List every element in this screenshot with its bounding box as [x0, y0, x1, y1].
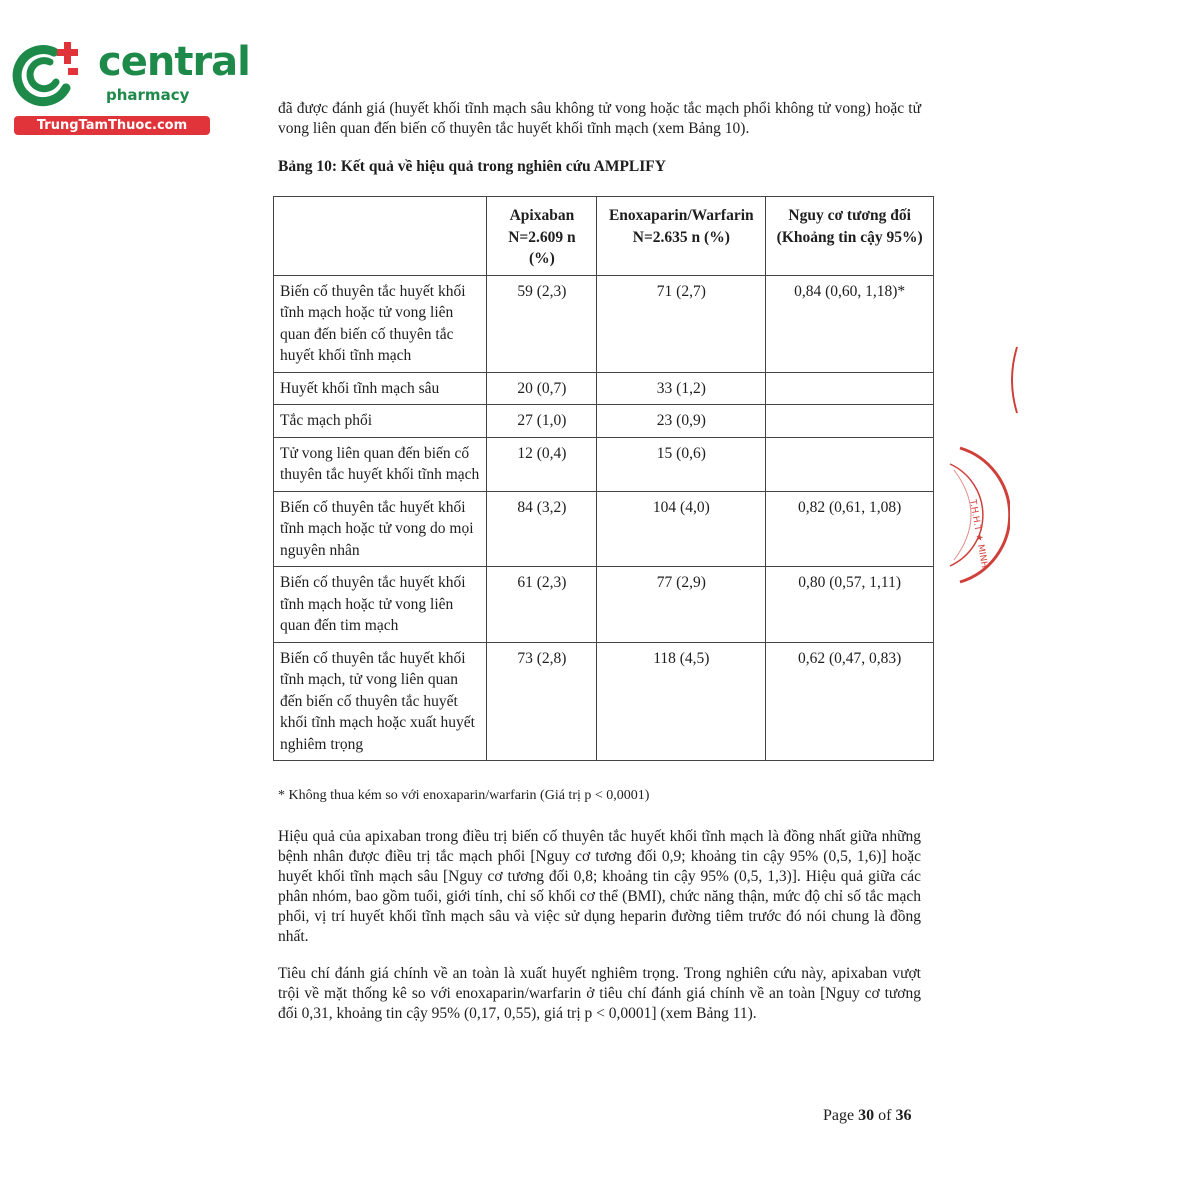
- relative-risk-value: 0,84 (0,60, 1,18)*: [766, 275, 934, 372]
- apixaban-value: 20 (0,7): [487, 372, 597, 405]
- table-row: [274, 372, 934, 405]
- pharmacy-logo: [10, 38, 250, 138]
- table-row: [274, 642, 934, 761]
- results-table: [273, 196, 934, 761]
- table-header-row: [274, 197, 934, 276]
- page-sep: of: [878, 1107, 892, 1124]
- page-prefix: Page: [823, 1107, 855, 1124]
- logo-subtitle: pharmacy: [106, 86, 190, 104]
- enoxaparin-value: 15 (0,6): [597, 437, 766, 491]
- intro-paragraph: đã được đánh giá (huyết khối tĩnh mạch sâu không tử vong hoặc tắc mạch phổi không tử vong) hoặc tử vong liên quan đến biến cố thuyên tắc huyết khối tĩnh mạch (xem Bảng 10).: [278, 100, 921, 137]
- page-total: 36: [895, 1107, 912, 1124]
- apixaban-value: 61 (2,3): [487, 567, 597, 643]
- enoxaparin-value: 118 (4,5): [597, 642, 766, 761]
- stamp-text: T.H.H.T ★ MINH: [967, 498, 989, 569]
- enoxaparin-value: 33 (1,2): [597, 372, 766, 405]
- row-label: Biến cố thuyên tắc huyết khối tĩnh mạch hoặc tử vong liên quan đến biến cố thuyên tắc huyết khối tĩnh mạch: [274, 275, 487, 372]
- apixaban-value: 73 (2,8): [487, 642, 597, 761]
- header-relative-risk: Nguy cơ tương đối (Khoảng tin cậy 95%): [766, 197, 934, 276]
- relative-risk-value: [766, 405, 934, 438]
- relative-risk-value: [766, 437, 934, 491]
- table-row: [274, 405, 934, 438]
- row-label: Biến cố thuyên tắc huyết khối tĩnh mạch hoặc tử vong do mọi nguyên nhân: [274, 491, 487, 567]
- logo-banner[interactable]: TrungTamThuoc.com: [14, 116, 210, 135]
- enoxaparin-value: 77 (2,9): [597, 567, 766, 643]
- table-footnote: * Không thua kém so với enoxaparin/warfarin (Giá trị p < 0,0001): [278, 788, 650, 803]
- page-number: [823, 1107, 911, 1125]
- apixaban-value: 59 (2,3): [487, 275, 597, 372]
- table-row: [274, 275, 934, 372]
- table-row: [274, 567, 934, 643]
- table-row: [274, 437, 934, 491]
- safety-paragraph: Tiêu chí đánh giá chính về an toàn là xuất huyết nghiêm trọng. Trong nghiên cứu này, apixaban vượt trội về mặt thống kê so với enoxaparin/warfarin ở tiêu chí đánh giá chính về an toàn [Nguy cơ tương đối 0,31, khoảng tin cậy 95% (0,17, 0,55), giá trị p < 0,0001] (xem Bảng 11).: [278, 965, 921, 1022]
- page-current: 30: [858, 1107, 875, 1124]
- row-label: Huyết khối tĩnh mạch sâu: [274, 372, 487, 405]
- apixaban-value: 12 (0,4): [487, 437, 597, 491]
- enoxaparin-value: 104 (4,0): [597, 491, 766, 567]
- table-row: [274, 491, 934, 567]
- logo-name: central: [98, 39, 250, 85]
- table-title: Bảng 10: Kết quả về hiệu quả trong nghiên cứu AMPLIFY: [278, 158, 666, 175]
- header-empty: [274, 197, 487, 276]
- relative-risk-value: [766, 372, 934, 405]
- apixaban-value: 84 (3,2): [487, 491, 597, 567]
- enoxaparin-value: 23 (0,9): [597, 405, 766, 438]
- header-apixaban: Apixaban N=2.609 n (%): [487, 197, 597, 276]
- pharmacy-cross-icon: [10, 38, 90, 108]
- stamp-edge-mark: [1005, 345, 1025, 415]
- relative-risk-value: 0,80 (0,57, 1,11): [766, 567, 934, 643]
- row-label: Tử vong liên quan đến biến cố thuyên tắc huyết khối tĩnh mạch: [274, 437, 487, 491]
- row-label: Biến cố thuyên tắc huyết khối tĩnh mạch hoặc tử vong liên quan đến tim mạch: [274, 567, 487, 643]
- header-enoxaparin-warfarin: Enoxaparin/Warfarin N=2.635 n (%): [597, 197, 766, 276]
- relative-risk-value: 0,82 (0,61, 1,08): [766, 491, 934, 567]
- official-stamp: [940, 440, 1010, 590]
- enoxaparin-value: 71 (2,7): [597, 275, 766, 372]
- relative-risk-value: 0,62 (0,47, 0,83): [766, 642, 934, 761]
- row-label: Tắc mạch phổi: [274, 405, 487, 438]
- row-label: Biến cố thuyên tắc huyết khối tĩnh mạch, tử vong liên quan đến biến cố thuyên tắc huyết khối tĩnh mạch hoặc xuất huyết nghiêm trọng: [274, 642, 487, 761]
- apixaban-value: 27 (1,0): [487, 405, 597, 438]
- efficacy-paragraph: Hiệu quả của apixaban trong điều trị biến cố thuyên tắc huyết khối tĩnh mạch là đồng nhất giữa những bệnh nhân được điều trị tắc mạch phổi [Nguy cơ tương đối 0,9; khoảng tin cậy 95% (0,5, 1,6)] hoặc huyết khối tĩnh mạch sâu [Nguy cơ tương đối 0,8; khoảng tin cậy 95% (0,5, 1,3)]. Hiệu quả giữa các phân nhóm, bao gồm tuổi, giới tính, chỉ số khối cơ thể (BMI), chức năng thận, mức độ chỉ số tắc mạch phổi, vị trí huyết khối tĩnh mạch sâu và việc sử dụng heparin đường tiêm trước đó nói chung là đồng nhất.: [278, 828, 921, 945]
